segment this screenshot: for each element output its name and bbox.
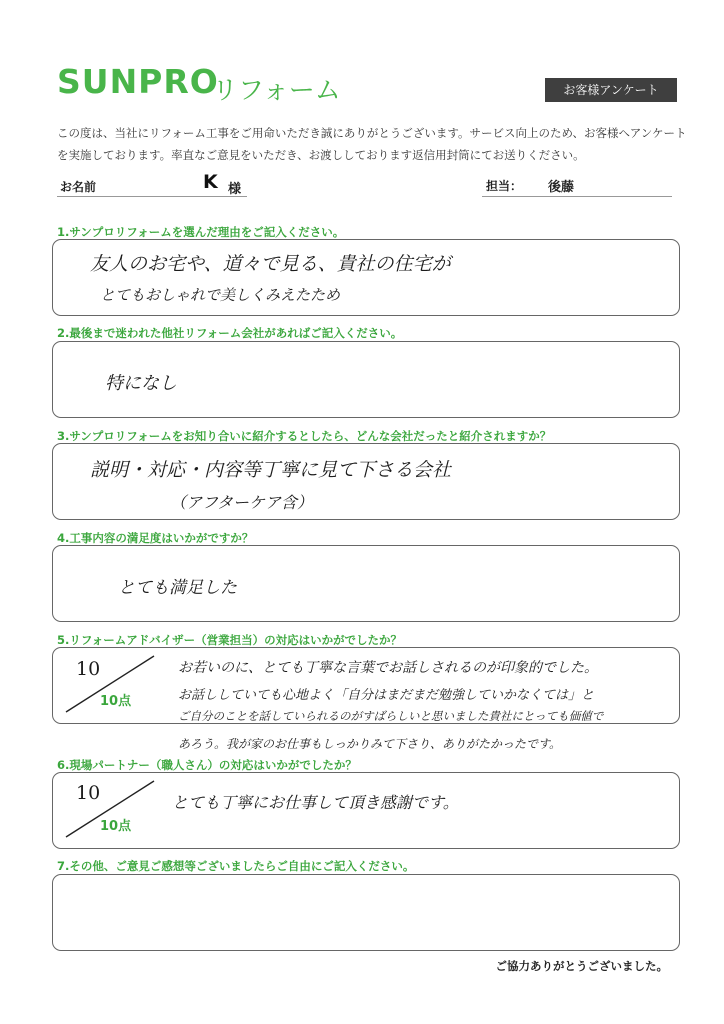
question-5-answer-line-1: お若いのに、とても丁寧な言葉でお話しされるのが印象的でした。 [178,660,598,676]
question-2-label: 2.最後まで迷われた他社リフォーム会社があればご記入ください。 [57,326,403,340]
staff-label: 担当： [486,179,523,193]
question-5-score-unit: 10点 [100,694,132,709]
intro-text [57,122,687,166]
question-2-answer-line-1: 特になし [105,373,177,394]
question-6-score-unit: 10点 [100,819,132,834]
customer-name-label: お名前 [60,180,97,194]
question-5-answer-line-3: ご自分のことを話していられるのがすばらしいと思いました貴社にとっても価値で [178,709,604,723]
question-5-score-value: 10 [76,658,101,680]
question-1-answer-line-2: とてもおしゃれで美しくみえたため [100,286,341,304]
question-6-label: 6.現場パートナー（職人さん）の対応はいかがでしたか？ [57,758,357,772]
question-5-answer-line-2: お話ししていても心地よく「自分はまだまだ勉強していかなくては」と [178,688,595,703]
question-1-answer-line-1: 友人のお宅や、道々で見る、貴社の住宅が [90,253,451,275]
question-7-answer-box [52,874,680,951]
footer-thanks: ご協力ありがとうございました。 [495,959,668,973]
intro-line-1: この度は、当社にリフォーム工事をご用命いただき誠にありがとうございます。サービス向上のため、お客様へアンケート [57,126,687,140]
question-7-label: 7.その他、ご意見ご感想等ございましたらご自由にご記入ください。 [57,859,415,873]
question-3-label: 3.サンプロリフォームをお知り合いに紹介するとしたら、どんな会社だったと紹介されますか？ [57,429,552,443]
customer-name-suffix: 様 [228,182,242,197]
question-4-label: 4.工事内容の満足度はいかがですか？ [57,531,254,545]
staff-value: 後藤 [548,180,575,195]
question-5-label: 5.リフォームアドバイザー（営業担当）の対応はいかがでしたか？ [57,633,403,647]
question-6-score-value: 10 [76,782,101,804]
intro-line-2: を実施しております。率直なご意見をいただき、お渡ししております返信用封筒にてお送りください。 [57,148,585,162]
question-4-answer-line-1: とても満足した [118,578,237,598]
customer-name-value: K [203,171,218,193]
question-1-label: 1.サンプロリフォームを選んだ理由をご記入ください。 [57,225,345,239]
question-3-answer-line-1: 説明・対応・内容等丁寧に見て下さる会社 [90,459,452,481]
question-5-answer-line-4: あろう。我が家のお仕事もしっかりみて下さり、ありがたかったです。 [178,737,562,751]
logo-subtitle: リフォーム [212,76,341,106]
question-3-answer-line-2: （アフターケア含） [170,493,313,512]
sunpro-logo: SUNPRO [57,62,219,101]
survey-badge: お客様アンケート [545,78,677,102]
question-6-answer-line-1: とても丁寧にお仕事して頂き感謝です。 [172,793,459,812]
